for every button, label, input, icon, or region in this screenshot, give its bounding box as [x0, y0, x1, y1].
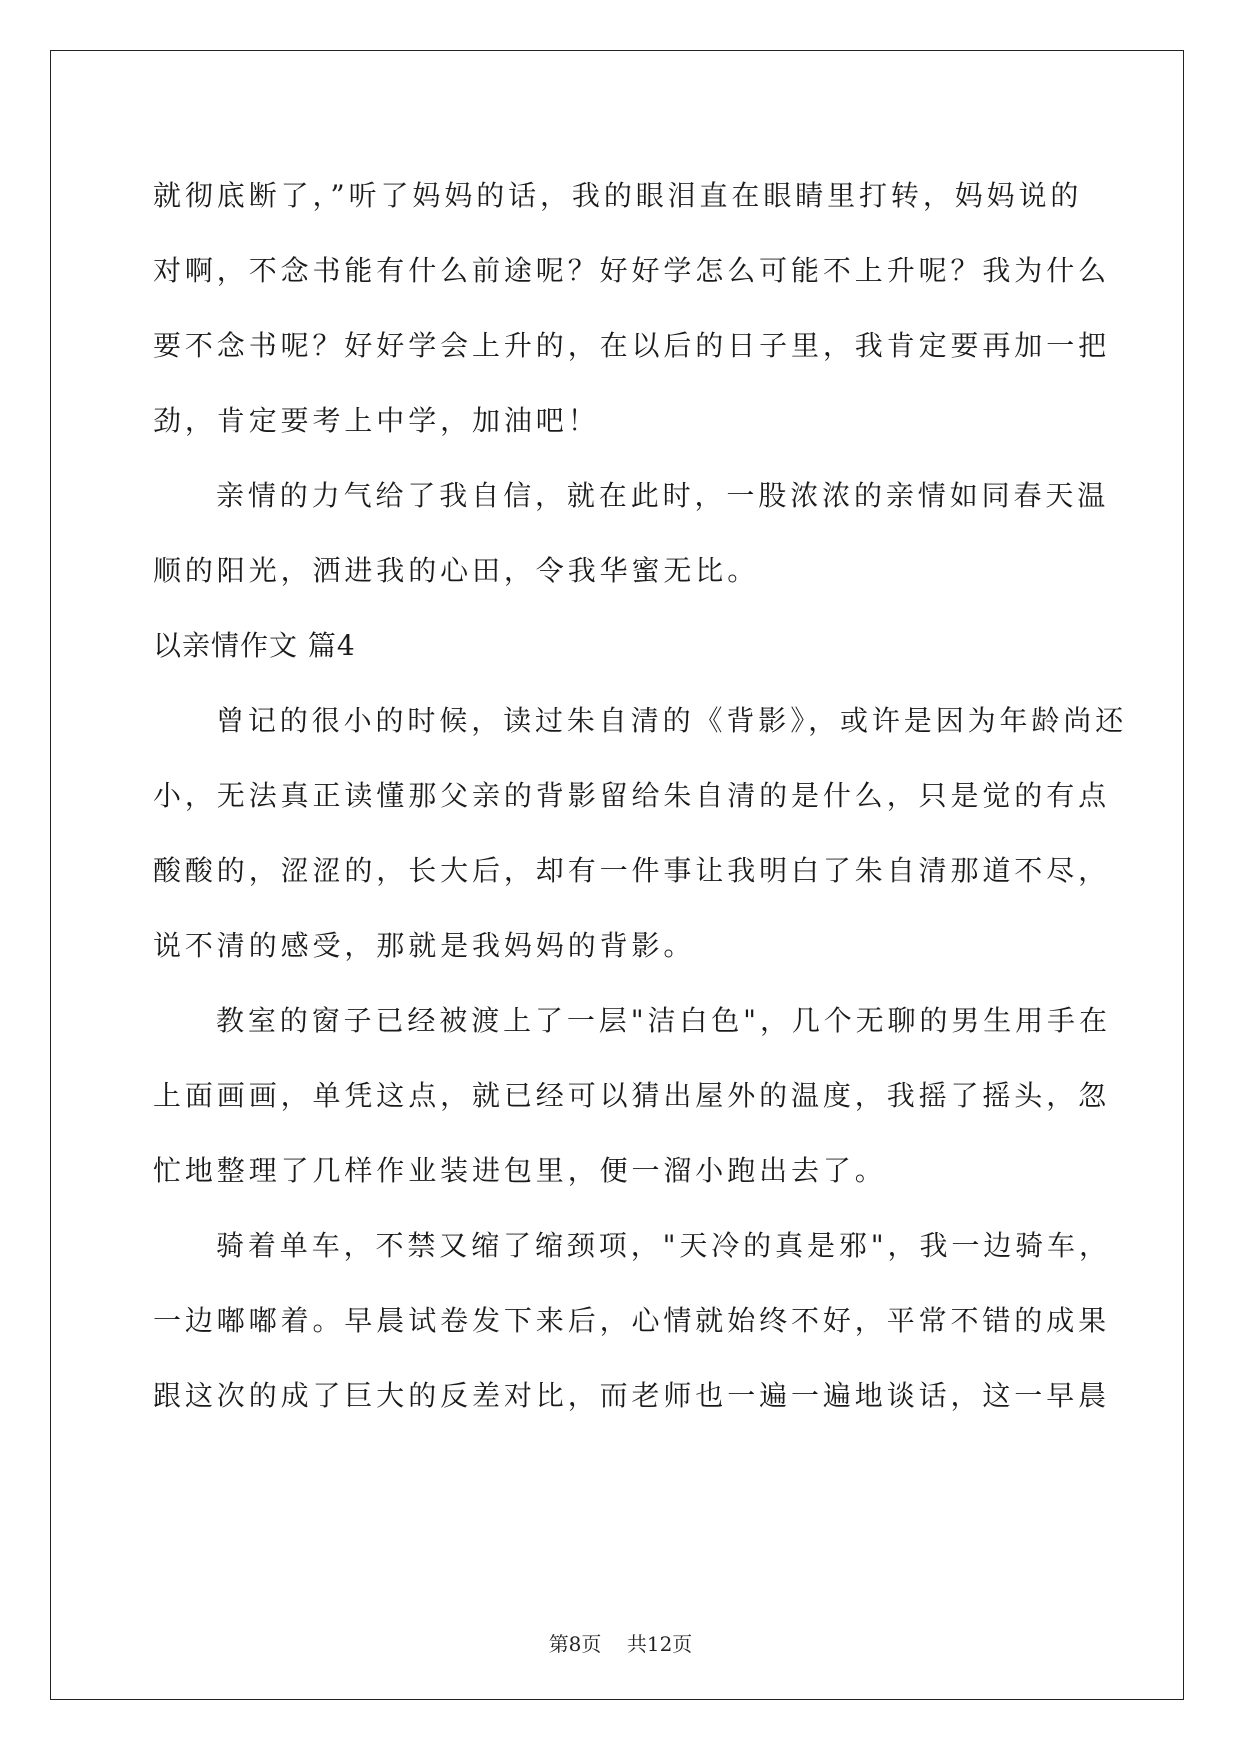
- text-line: 曾记的很小的时候，读过朱自清的《背影》，或许是因为年龄尚还: [216, 704, 1128, 737]
- text-line: 小，无法真正读懂那父亲的背影留给朱自清的是什么，只是觉的有点: [153, 779, 1111, 812]
- text-line: 说不清的感受，那就是我妈妈的背影。: [153, 929, 696, 962]
- text-line: 教室的窗子已经被渡上了一层"洁白色"，几个无聊的男生用手在: [216, 1004, 1111, 1037]
- section-heading: 以亲情作文 篇4: [153, 629, 356, 662]
- text-line: 要不念书呢？好好学会上升的，在以后的日子里，我肯定要再加一把: [153, 329, 1111, 362]
- page-number-footer: 第8页 共12页: [548, 1632, 693, 1656]
- text-line: 跟这次的成了巨大的反差对比，而老师也一遍一遍地谈话，这一早晨: [153, 1379, 1111, 1412]
- text-line: 对啊，不念书能有什么前途呢？好好学怎么可能不上升呢？我为什么: [153, 254, 1111, 287]
- text-line: 一边嘟嘟着。早晨试卷发下来后，心情就始终不好，平常不错的成果: [153, 1304, 1111, 1337]
- document-body: [153, 158, 1128, 1433]
- text-line: 酸酸的，涩涩的，长大后，却有一件事让我明白了朱自清那道不尽，: [153, 854, 1111, 887]
- text-line: 亲情的力气给了我自信，就在此时，一股浓浓的亲情如同春天温: [216, 479, 1110, 512]
- text-line: 劲，肯定要考上中学，加油吧！: [153, 404, 600, 437]
- text-line: 就彻底断了，”听了妈妈的话，我的眼泪直在眼睛里打转，妈妈说的: [153, 179, 1083, 212]
- text-line: 顺的阳光，洒进我的心田，令我华蜜无比。: [153, 554, 760, 587]
- text-line: 忙地整理了几样作业装进包里，便一溜小跑出去了。: [153, 1154, 887, 1187]
- text-line: 骑着单车，不禁又缩了缩颈项，"天冷的真是邪"，我一边骑车，: [216, 1229, 1111, 1262]
- text-line: 上面画画，单凭这点，就已经可以猜出屋外的温度，我摇了摇头，忽: [153, 1079, 1111, 1112]
